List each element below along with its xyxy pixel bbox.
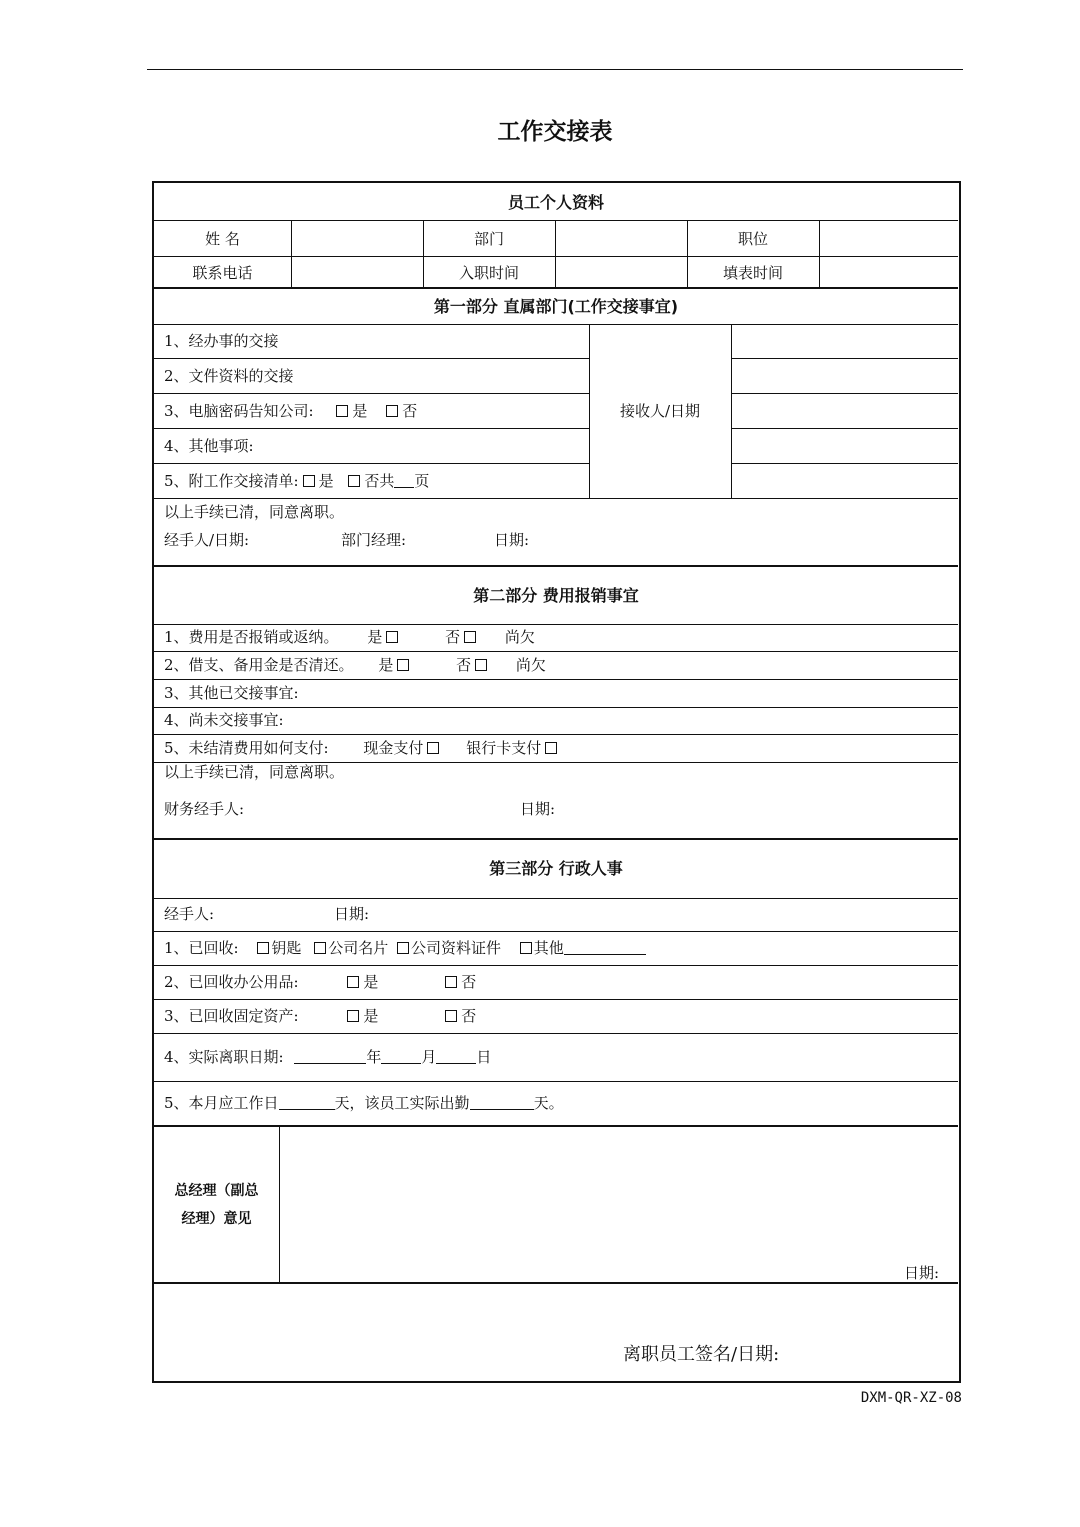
page-label: 页 xyxy=(414,472,430,490)
personal-heading: 员工个人资料 xyxy=(507,193,604,212)
owe-label: 尚欠 xyxy=(515,656,546,674)
p1-date: 日期: xyxy=(494,531,530,549)
p1-list-no-checkbox[interactable] xyxy=(348,475,360,487)
p1-manager: 部门经理: xyxy=(341,531,407,549)
divider xyxy=(555,220,556,288)
p3-handler: 经手人: xyxy=(164,905,215,923)
attendance-blank[interactable] xyxy=(470,1095,534,1110)
no-label: 否 xyxy=(402,402,418,420)
fill-date-label: 填表时间 xyxy=(722,264,783,282)
receiver-label: 接收人/日期 xyxy=(619,402,701,420)
p3-item5-label-b: 天，该员工实际出勤 xyxy=(334,1094,470,1112)
no-label: 否 xyxy=(445,628,461,646)
p2-item2 xyxy=(164,655,546,675)
p3-item4-label: 4、实际离职日期: xyxy=(164,1048,284,1066)
yes-label: 是 xyxy=(363,973,379,991)
p1-item5-label: 5、附工作交接清单: xyxy=(164,472,299,490)
page-count-blank[interactable] xyxy=(394,473,414,488)
year-blank[interactable] xyxy=(294,1049,366,1064)
page-title: 工作交接表 xyxy=(497,119,613,145)
divider xyxy=(154,898,958,899)
p2-item2-label: 2、借支、备用金是否清还。 xyxy=(164,656,354,674)
p3-item3-label: 3、已回收固定资产: xyxy=(164,1007,299,1025)
gm-label-line2: 经理）意见 xyxy=(181,1211,252,1227)
gm-date: 日期: xyxy=(904,1264,940,1282)
header-rule xyxy=(147,69,963,70)
p2-item4: 4、尚未交接事宜: xyxy=(164,711,284,729)
divider xyxy=(154,428,589,429)
other-blank[interactable] xyxy=(564,940,646,955)
no-label: 否 xyxy=(461,1007,477,1025)
p3-item1 xyxy=(164,938,646,958)
divider xyxy=(731,393,958,394)
docs-checkbox[interactable] xyxy=(397,942,409,954)
p2-confirm: 以上手续已清，同意离职。 xyxy=(164,763,345,781)
dept-label: 部门 xyxy=(473,230,504,248)
divider xyxy=(279,1125,280,1282)
p2-item5 xyxy=(164,738,561,758)
divider xyxy=(154,324,958,325)
divider xyxy=(154,651,958,652)
workdays-blank[interactable] xyxy=(279,1095,335,1110)
divider xyxy=(731,428,958,429)
divider xyxy=(154,624,958,625)
divider xyxy=(154,1125,958,1127)
part2-heading: 第二部分 费用报销事宜 xyxy=(473,586,639,605)
no-label: 否 xyxy=(461,973,477,991)
no-label: 否 xyxy=(456,656,472,674)
p2-card-checkbox[interactable] xyxy=(545,742,557,754)
divider xyxy=(154,358,589,359)
divider xyxy=(154,679,958,680)
divider xyxy=(154,734,958,735)
p2-loan-yes-checkbox[interactable] xyxy=(397,659,409,671)
supplies-yes-checkbox[interactable] xyxy=(347,976,359,988)
card-label: 银行卡支付 xyxy=(466,739,542,757)
no-total-label: 否共 xyxy=(364,472,395,490)
divider xyxy=(154,931,958,932)
p2-item1 xyxy=(164,627,535,647)
p1-item4: 4、其他事项: xyxy=(164,437,254,455)
handover-form xyxy=(152,181,961,1383)
assets-no-checkbox[interactable] xyxy=(445,1010,457,1022)
p2-item1-label: 1、费用是否报销或返纳。 xyxy=(164,628,339,646)
phone-label: 联系电话 xyxy=(192,264,253,282)
yes-label: 是 xyxy=(352,402,368,420)
p3-item5-label-a: 5、本月应工作日 xyxy=(164,1094,279,1112)
p2-expense-no-checkbox[interactable] xyxy=(464,631,476,643)
card-checkbox[interactable] xyxy=(314,942,326,954)
key-checkbox[interactable] xyxy=(257,942,269,954)
divider xyxy=(731,324,732,499)
cash-label: 现金支付 xyxy=(363,739,424,757)
divider xyxy=(154,463,589,464)
p3-item2-label: 2、已回收办公用品: xyxy=(164,973,299,991)
card-label: 公司名片 xyxy=(328,939,389,957)
supplies-no-checkbox[interactable] xyxy=(445,976,457,988)
owe-label: 尚欠 xyxy=(504,628,535,646)
divider xyxy=(154,707,958,708)
month-label: 月 xyxy=(421,1048,437,1066)
p1-pwd-no-checkbox[interactable] xyxy=(386,405,398,417)
join-date-label: 入职时间 xyxy=(458,264,519,282)
divider xyxy=(154,393,589,394)
p1-item3-label: 3、电脑密码告知公司: xyxy=(164,402,314,420)
divider xyxy=(154,1282,958,1284)
p2-loan-no-checkbox[interactable] xyxy=(475,659,487,671)
p1-list-yes-checkbox[interactable] xyxy=(303,475,315,487)
part1-heading: 第一部分 直属部门(工作交接事宜) xyxy=(433,297,679,316)
p3-date: 日期: xyxy=(334,905,370,923)
month-blank[interactable] xyxy=(381,1049,421,1064)
p1-item5 xyxy=(164,471,429,491)
p3-item2 xyxy=(164,972,476,992)
divider xyxy=(154,965,958,966)
yes-label: 是 xyxy=(367,628,383,646)
p2-item5-label: 5、未结清费用如何支付: xyxy=(164,739,329,757)
yes-label: 是 xyxy=(363,1007,379,1025)
document-code: DXM-QR-XZ-08 xyxy=(860,1390,962,1406)
divider xyxy=(154,498,958,499)
part3-heading: 第三部分 行政人事 xyxy=(489,859,623,878)
divider xyxy=(154,220,958,221)
divider xyxy=(154,1033,958,1034)
divider xyxy=(731,463,958,464)
yes-label: 是 xyxy=(378,656,394,674)
divider xyxy=(154,565,958,567)
divider xyxy=(154,256,958,257)
divider xyxy=(291,220,292,288)
p3-item4 xyxy=(164,1047,491,1067)
docs-label: 公司资料证件 xyxy=(410,939,501,957)
p3-item3 xyxy=(164,1006,476,1026)
divider xyxy=(731,358,958,359)
p3-item5-label-c: 天。 xyxy=(533,1094,564,1112)
p2-date: 日期: xyxy=(520,800,556,818)
p1-confirm: 以上手续已清，同意离职。 xyxy=(164,503,345,521)
p2-expense-yes-checkbox[interactable] xyxy=(386,631,398,643)
other-label: 其他 xyxy=(533,939,564,957)
p3-item5 xyxy=(164,1093,564,1113)
p2-item3: 3、其他已交接事宜: xyxy=(164,684,299,702)
day-blank[interactable] xyxy=(436,1049,476,1064)
day-label: 日 xyxy=(476,1048,492,1066)
divider xyxy=(154,1081,958,1082)
gm-label-line1: 总经理（副总 xyxy=(174,1183,259,1199)
p2-cash-checkbox[interactable] xyxy=(427,742,439,754)
p1-item1: 1、经办事的交接 xyxy=(164,332,279,350)
p2-finance: 财务经手人: xyxy=(164,800,245,818)
divider xyxy=(154,999,958,1000)
yes-label: 是 xyxy=(318,472,334,490)
other-checkbox[interactable] xyxy=(520,942,532,954)
divider xyxy=(154,838,958,840)
name-label: 姓 名 xyxy=(205,230,240,248)
p1-pwd-yes-checkbox[interactable] xyxy=(336,405,348,417)
p1-item3 xyxy=(164,401,417,421)
assets-yes-checkbox[interactable] xyxy=(347,1010,359,1022)
p3-item1-label: 1、已回收: xyxy=(164,939,239,957)
p1-item2: 2、文件资料的交接 xyxy=(164,367,294,385)
divider xyxy=(819,220,820,288)
p1-handler: 经手人/日期: xyxy=(164,531,250,549)
year-label: 年 xyxy=(366,1048,382,1066)
position-label: 职位 xyxy=(737,230,768,248)
divider xyxy=(154,287,958,289)
key-label: 钥匙 xyxy=(271,939,302,957)
employee-signature: 离职员工签名/日期: xyxy=(623,1344,780,1365)
